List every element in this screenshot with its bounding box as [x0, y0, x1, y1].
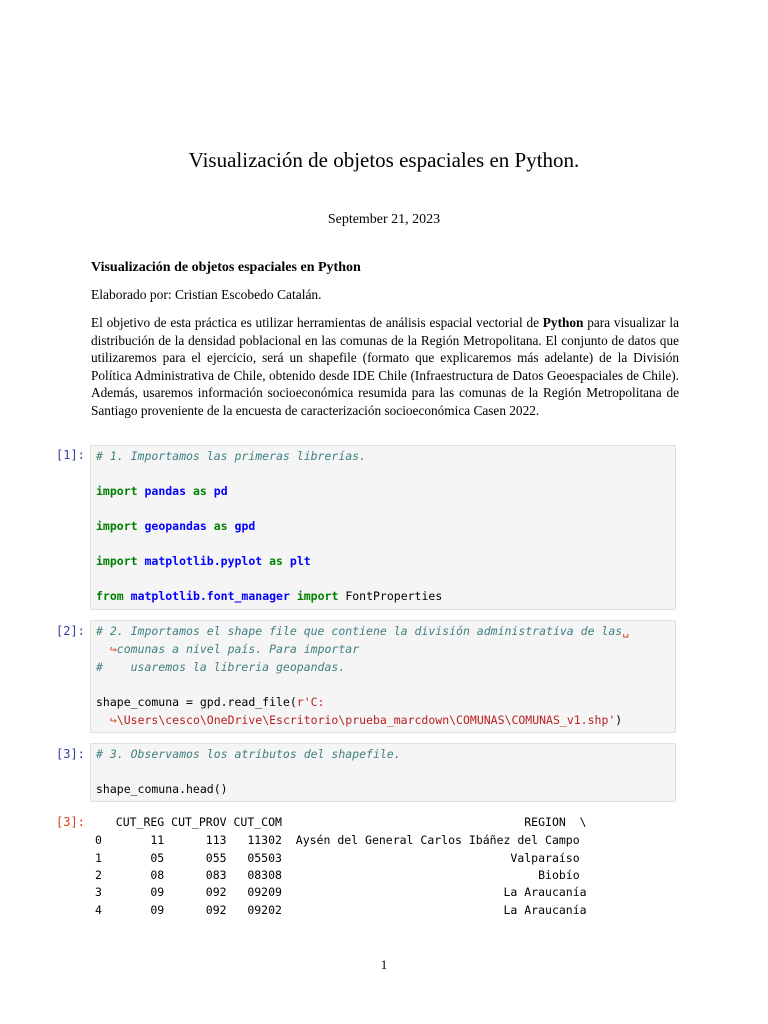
keyword: import: [96, 484, 138, 498]
comment-text: comunas a nivel país. Para importar: [116, 642, 360, 656]
code-cell-3[interactable]: [90, 743, 676, 802]
module-name: pandas: [144, 484, 187, 498]
string-literal: \Users\cesco\OneDrive\Escritorio\prueba_marcdown\COMUNAS\COMUNAS_v1.shp': [116, 713, 616, 727]
table-row: 3 09 092 09209 La Araucanía: [95, 885, 587, 899]
string-literal: r'C:: [296, 695, 325, 709]
intro-bold-python: Python: [542, 315, 584, 330]
module-alias: pd: [213, 484, 228, 498]
cell-1-prompt: [1]:: [56, 448, 85, 462]
keyword: import: [96, 519, 138, 533]
keyword: as: [213, 519, 228, 533]
cell-3-prompt: [3]:: [56, 747, 85, 761]
intro-paragraph: [91, 314, 679, 420]
keyword: as: [269, 554, 283, 568]
continuation-arrow-icon: ↪: [109, 642, 117, 656]
cell-1-line-import-pandas: [96, 484, 228, 498]
continuation-arrow-icon: ↪: [109, 713, 117, 727]
cell-2-comment-line-2: [96, 642, 359, 656]
comment-text: # 2. Importamos el shape file que contiene la división administrativa de las: [96, 624, 623, 638]
output-header: CUT_REG CUT_PROV CUT_COM REGION \: [95, 815, 587, 829]
cell-2-comment-line-1: [96, 624, 629, 638]
cell-2-code-line-2: [96, 713, 622, 727]
code-text: ): [615, 713, 623, 727]
table-row: 2 08 083 08308 Biobío: [95, 868, 580, 882]
module-name: matplotlib.font_manager: [130, 589, 290, 603]
keyword: import: [96, 554, 138, 568]
section-heading: Visualización de objetos espaciales en Python: [91, 260, 361, 275]
table-row: 0 11 113 11302 Aysén del General Carlos Ibáñez del Campo: [95, 833, 580, 847]
output-prompt: [3]:: [56, 815, 85, 829]
cell-1-line-import-matplotlib: [96, 554, 311, 568]
cell-1-line-from-font-manager: [96, 589, 442, 603]
table-row: 1 05 055 05503 Valparaíso: [95, 851, 580, 865]
module-name: geopandas: [144, 519, 207, 533]
page-number: 1: [380, 957, 388, 972]
document-title: Visualización de objetos espaciales en Python.: [188, 148, 580, 172]
document-date: September 21, 2023: [327, 212, 441, 227]
code-cell-2[interactable]: [90, 620, 676, 733]
cell-2-code-line-1: [96, 695, 325, 709]
keyword: from: [96, 589, 124, 603]
imported-name: FontProperties: [345, 589, 443, 603]
cell-2-prompt: [2]:: [56, 624, 85, 638]
cell-2-comment-line-3: # usaremos la libreria geopandas.: [96, 660, 346, 674]
cell-1-line-import-geopandas: [96, 519, 255, 533]
keyword: as: [192, 484, 207, 498]
code-cell-1[interactable]: [90, 445, 676, 610]
intro-text-end: para visualizar la distribución de la densidad poblacional en las comunas de la Región Metropolitana. El conjunto de datos que utilizaremos para el ejercicio, será un shapefile (formato que explicaremos más adelante) de la División Política Administrativa de Chile, obtenido desde IDE Chile (Infraestructura de Datos Geoespaciales de Chile). Además, usaremos información socioeconómica resumida para las comunas de la Región Metropolitana de Santiago proveniente de la encuesta de caracterización socioeconómica Casen 2022.: [91, 315, 679, 418]
module-alias: plt: [289, 554, 311, 568]
module-alias: gpd: [234, 519, 256, 533]
keyword: import: [296, 589, 339, 603]
module-name: matplotlib.pyplot: [144, 554, 263, 568]
author-line: Elaborado por: Cristian Escobedo Catalán.: [91, 287, 322, 302]
intro-text-start: El objetivo de esta práctica es utilizar herramientas de análisis espacial vectorial de: [91, 315, 543, 330]
cell-1-comment: # 1. Importamos las primeras librerías.: [96, 449, 367, 463]
cell-3-code: shape_comuna.head(): [96, 782, 228, 796]
table-row: 4 09 092 09202 La Araucanía: [95, 903, 587, 917]
code-text: shape_comuna = gpd.read_file(: [96, 695, 297, 709]
cell-3-comment: # 3. Observamos los atributos del shapefile.: [96, 747, 401, 761]
line-wrap-icon: ␣: [622, 624, 630, 638]
